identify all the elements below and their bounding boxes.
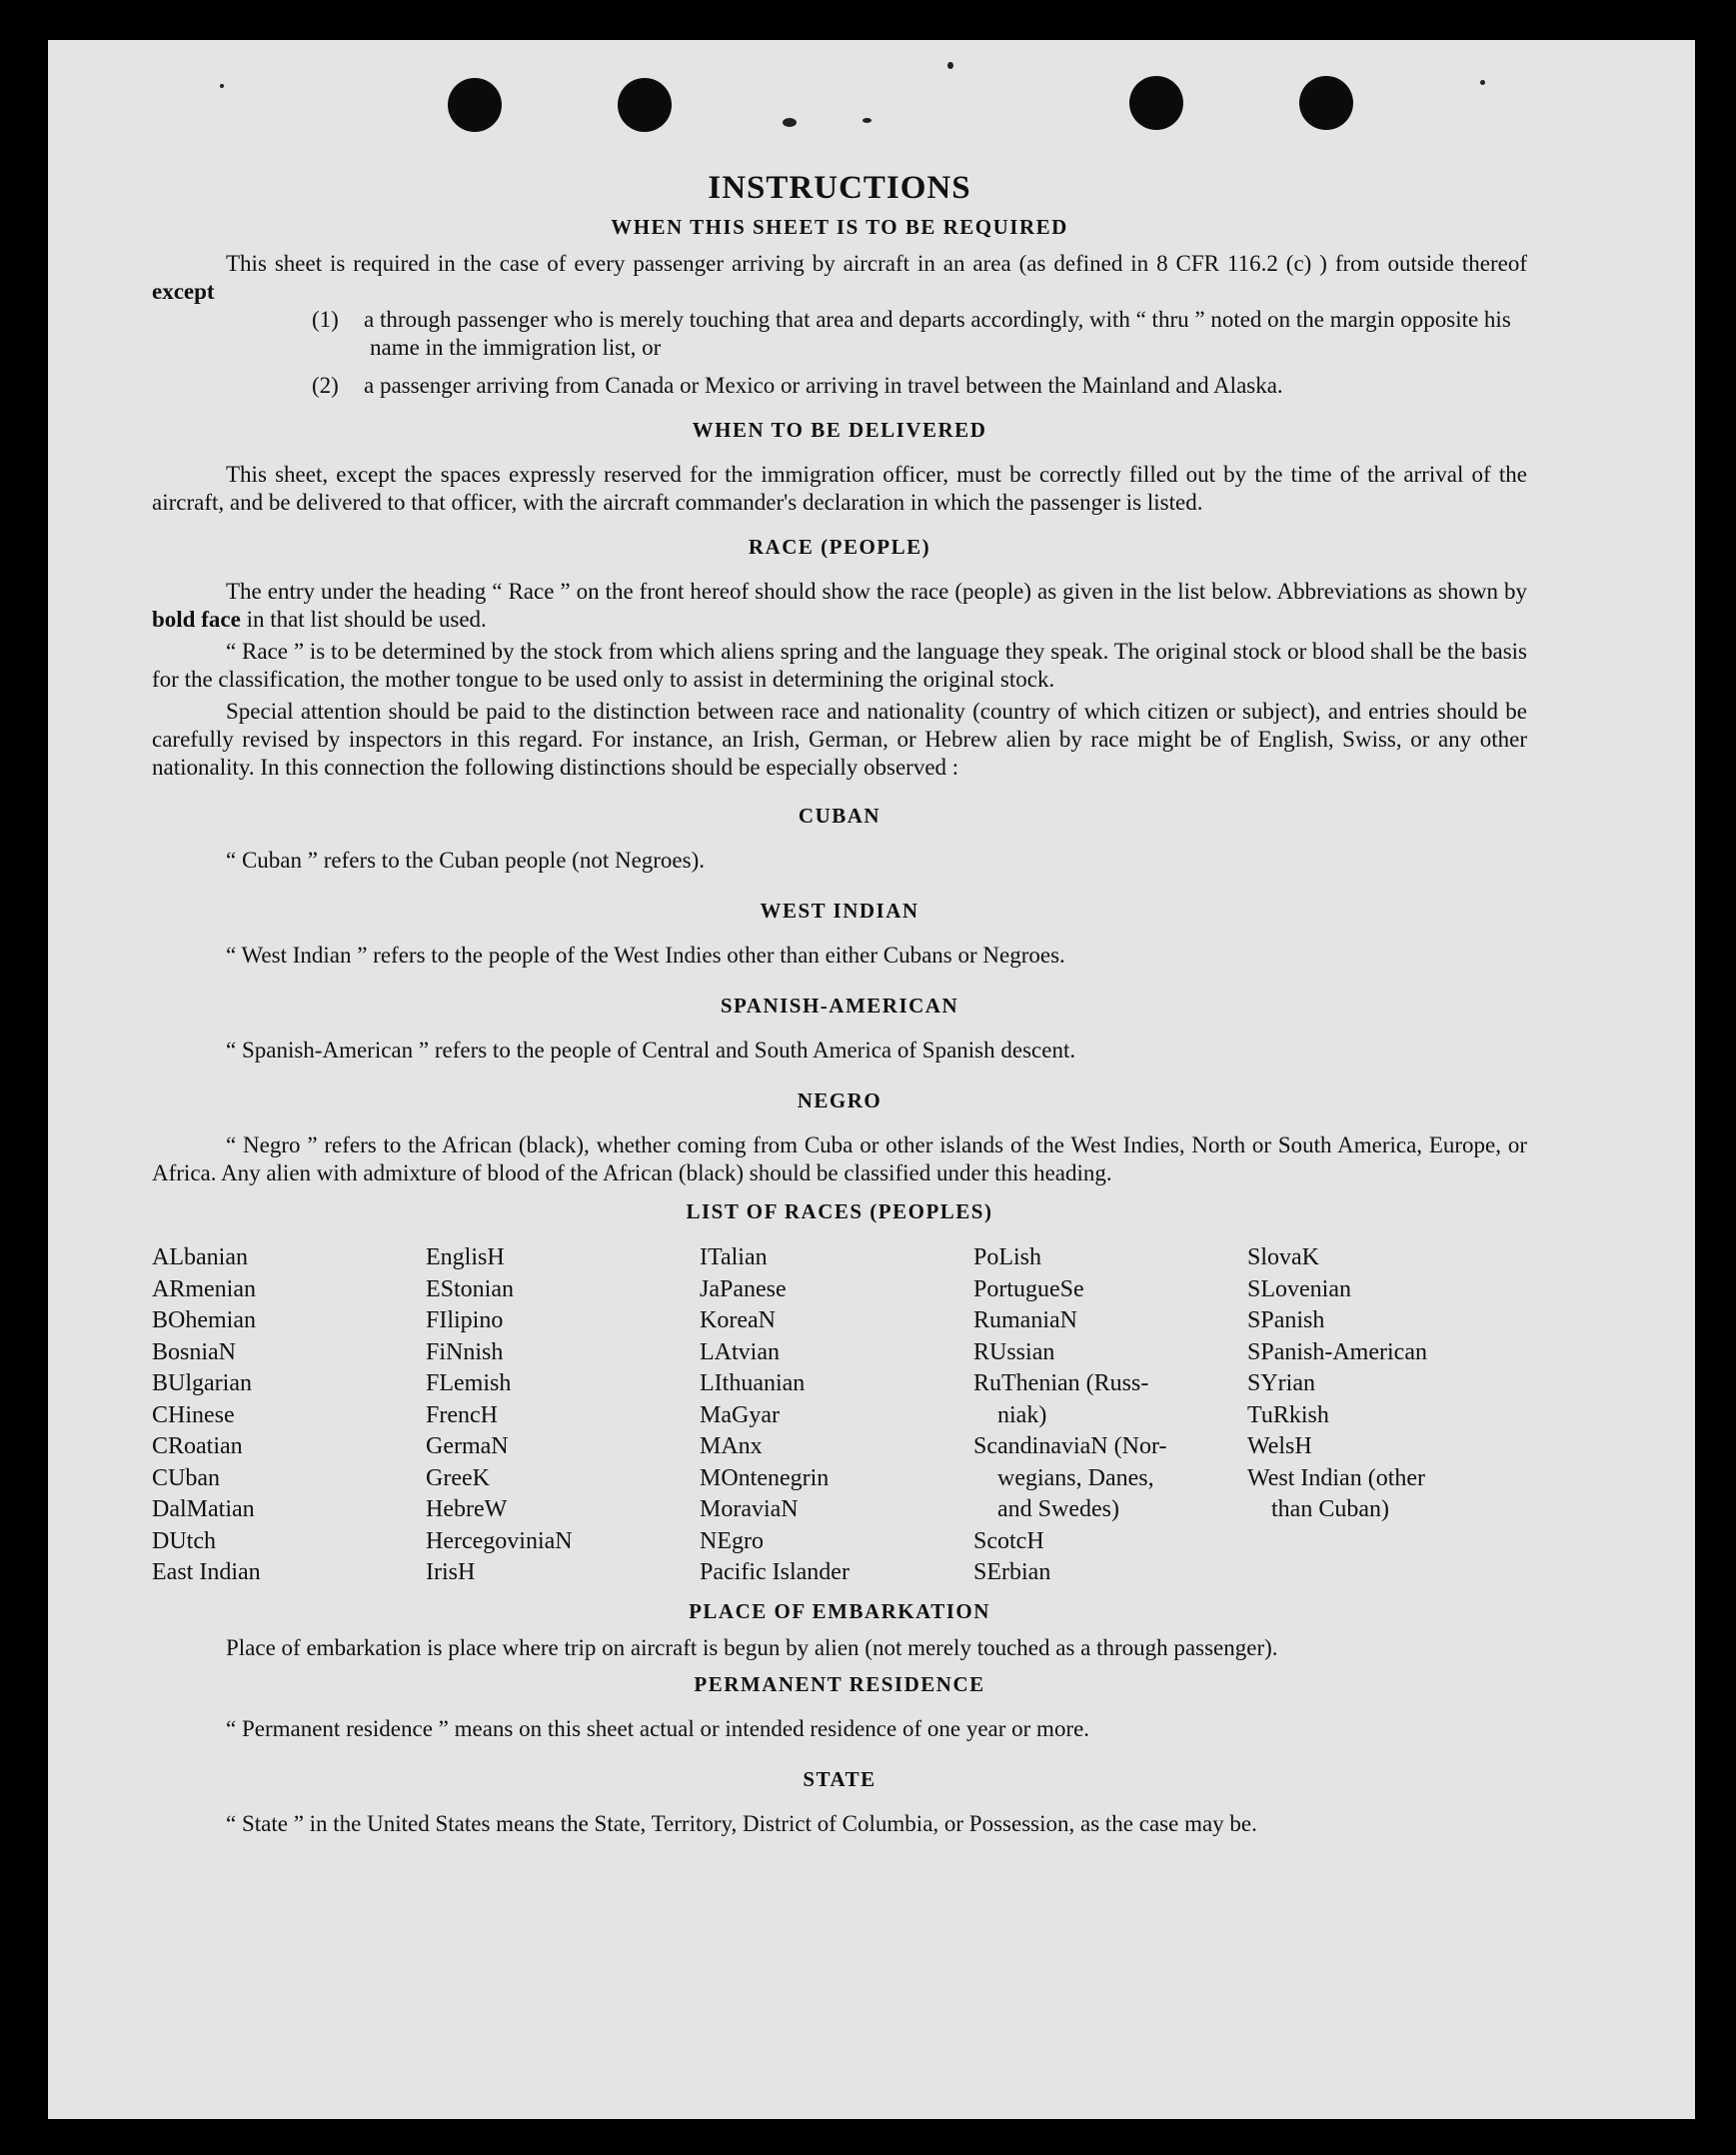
race-item: EnglisH — [426, 1244, 505, 1270]
page-title: INSTRUCTIONS — [708, 170, 971, 206]
race-column-5 — [1247, 1242, 1527, 1589]
race-item: ScotcH — [973, 1527, 1044, 1554]
race-item: MAnx — [700, 1433, 763, 1459]
race-item: PortugueSe — [973, 1275, 1084, 1302]
race-item: FIlipino — [426, 1307, 504, 1333]
race-item: SErbian — [973, 1559, 1051, 1585]
race-item: TuRkish — [1247, 1401, 1329, 1428]
punch-hole — [1299, 76, 1353, 130]
race-item: SPanish-American — [1247, 1338, 1427, 1365]
race-item: FiNnish — [426, 1338, 504, 1365]
race-paragraph-1: The entry under the heading “ Race ” on the front hereof should show the race (people) as given in the list below. Abbreviations as shown by bold face in that list should be used. — [152, 579, 1527, 632]
race-item: MoraviaN — [700, 1496, 799, 1522]
section-heading-west-indian: WEST INDIAN — [760, 899, 919, 923]
race-item: ALbanian — [152, 1244, 248, 1270]
section-heading-state: STATE — [803, 1766, 876, 1791]
race-item: WelsH — [1247, 1433, 1312, 1459]
race-item: MOntenegrin — [700, 1464, 830, 1491]
race-item: LIthuanian — [700, 1370, 806, 1396]
race-item: BUlgarian — [152, 1370, 252, 1396]
delivered-paragraph: This sheet, except the spaces expressly reserved for the immigration officer, must be correctly filled out by the time of the arrival of the aircraft, and be delivered to that officer, with the aircraft commander's declaration in which the passenger is listed. — [152, 462, 1527, 515]
race-item: EStonian — [426, 1275, 514, 1302]
paper-speck — [863, 118, 871, 123]
embarkation-paragraph: Place of embarkation is place where trip on aircraft is begun by alien (not merely touched as a through passenger). — [226, 1634, 1278, 1660]
west-indian-paragraph: “ West Indian ” refers to the people of the West Indies other than either Cubans or Negroes. — [226, 943, 1065, 968]
race-item-continuation: than Cuban) — [1271, 1496, 1389, 1522]
section-heading-permanent-residence: PERMANENT RESIDENCE — [694, 1671, 985, 1696]
race-item-continuation: wegians, Danes, — [997, 1464, 1154, 1491]
race-item-continuation: and Swedes) — [997, 1496, 1119, 1522]
spanish-american-paragraph: “ Spanish-American ” refers to the people of Central and South America of Spanish descent. — [226, 1038, 1076, 1063]
state-paragraph: “ State ” in the United States means the State, Territory, District of Columbia, or Possession, as the case may be. — [226, 1810, 1257, 1836]
race-item: CHinese — [152, 1401, 235, 1428]
section-heading-required: WHEN THIS SHEET IS TO BE REQUIRED — [611, 215, 1068, 239]
race-column-4 — [973, 1242, 1247, 1589]
section-heading-list-of-races: LIST OF RACES (PEOPLES) — [686, 1199, 993, 1223]
race-item: RUssian — [973, 1338, 1055, 1365]
cuban-paragraph: “ Cuban ” refers to the Cuban people (not Negroes). — [226, 848, 706, 873]
race-item: ARmenian — [152, 1275, 256, 1302]
race-item: MaGyar — [700, 1401, 780, 1428]
race-item: BosniaN — [152, 1338, 236, 1365]
race-item: CRoatian — [152, 1433, 243, 1459]
race-item: FLemish — [426, 1370, 512, 1396]
race-item: HebreW — [426, 1496, 508, 1522]
race-item: GreeK — [426, 1464, 490, 1491]
race-list — [152, 1242, 1527, 1589]
race-item: GermaN — [426, 1433, 509, 1459]
race-column-2 — [426, 1242, 700, 1589]
race-item: HercegoviniaN — [426, 1527, 573, 1554]
race-item: LAtvian — [700, 1338, 780, 1365]
section-heading-race: RACE (PEOPLE) — [748, 535, 931, 559]
punch-hole — [618, 78, 672, 132]
race-item: PoLish — [973, 1244, 1042, 1270]
paper-speck — [947, 62, 953, 69]
paper-speck — [1480, 80, 1485, 85]
race-item: JaPanese — [700, 1275, 787, 1302]
punch-hole — [448, 78, 502, 132]
race-item-continuation: niak) — [997, 1401, 1047, 1428]
section-heading-embarkation: PLACE OF EMBARKATION — [689, 1598, 990, 1623]
race-item: East Indian — [152, 1559, 261, 1585]
race-paragraph-2: “ Race ” is to be determined by the stock from which aliens spring and the language they speak. The original stock or blood shall be the basis for the classification, the mother tongue to be used only to assist in determining the original stock. — [152, 639, 1527, 692]
race-item: FrencH — [426, 1401, 498, 1428]
paper-speck — [783, 118, 797, 127]
race-item: ScandinaviaN (Nor- — [973, 1433, 1167, 1459]
race-item: Pacific Islander — [700, 1559, 850, 1585]
punch-hole — [1129, 76, 1183, 130]
negro-paragraph: “ Negro ” refers to the African (black), whether coming from Cuba or other islands of the West Indies, North or South America, Europe, or Africa. Any alien with admixture of blood of the African (black) should be classified under this heading. — [152, 1132, 1527, 1185]
race-item: SYrian — [1247, 1370, 1315, 1396]
race-item: SLovenian — [1247, 1275, 1351, 1302]
race-item: CUban — [152, 1464, 220, 1491]
race-item: NEgro — [700, 1527, 764, 1554]
race-paragraph-3: Special attention should be paid to the distinction between race and nationality (country of which citizen or subject), and entries should be carefully revised by inspectors in this regard. For instance, an Irish, German, or Hebrew alien by race might be of English, Swiss, or any other nationality. In this connection the following distinctions should be especially observed : — [152, 699, 1527, 780]
race-item: RuThenian (Russ- — [973, 1370, 1149, 1396]
race-item: BOhemian — [152, 1307, 256, 1333]
race-item: KoreaN — [700, 1307, 776, 1333]
race-column-1 — [152, 1242, 426, 1589]
race-item: West Indian (other — [1247, 1464, 1426, 1491]
race-item: RumaniaN — [973, 1307, 1077, 1333]
race-item: SPanish — [1247, 1307, 1325, 1333]
race-item: ITalian — [700, 1244, 768, 1270]
required-paragraph: This sheet is required in the case of every passenger arriving by aircraft in an area (as defined in 8 CFR 116.2 (c) ) from outside thereof except — [152, 251, 1527, 304]
race-item: DUtch — [152, 1527, 216, 1554]
instructions-content — [152, 170, 1527, 1838]
section-heading-cuban: CUBAN — [798, 804, 881, 828]
race-item: IrisH — [426, 1559, 476, 1585]
race-item: DalMatian — [152, 1496, 255, 1522]
exception-item-1: (1) a through passenger who is merely touching that area and departs accordingly, with “ thru ” noted on the margin opposite his name in the immigration list, or — [312, 307, 1511, 360]
paper-speck — [220, 84, 224, 88]
exception-item-2: (2) a passenger arriving from Canada or Mexico or arriving in travel between the Mainland and Alaska. — [312, 373, 1283, 398]
race-column-3 — [700, 1242, 973, 1589]
section-heading-spanish-american: SPANISH-AMERICAN — [720, 994, 959, 1018]
race-item: SlovaK — [1247, 1244, 1319, 1270]
section-heading-negro: NEGRO — [797, 1088, 882, 1112]
permanent-residence-paragraph: “ Permanent residence ” means on this sheet actual or intended residence of one year or more. — [226, 1715, 1090, 1741]
section-heading-delivered: WHEN TO BE DELIVERED — [692, 418, 987, 442]
